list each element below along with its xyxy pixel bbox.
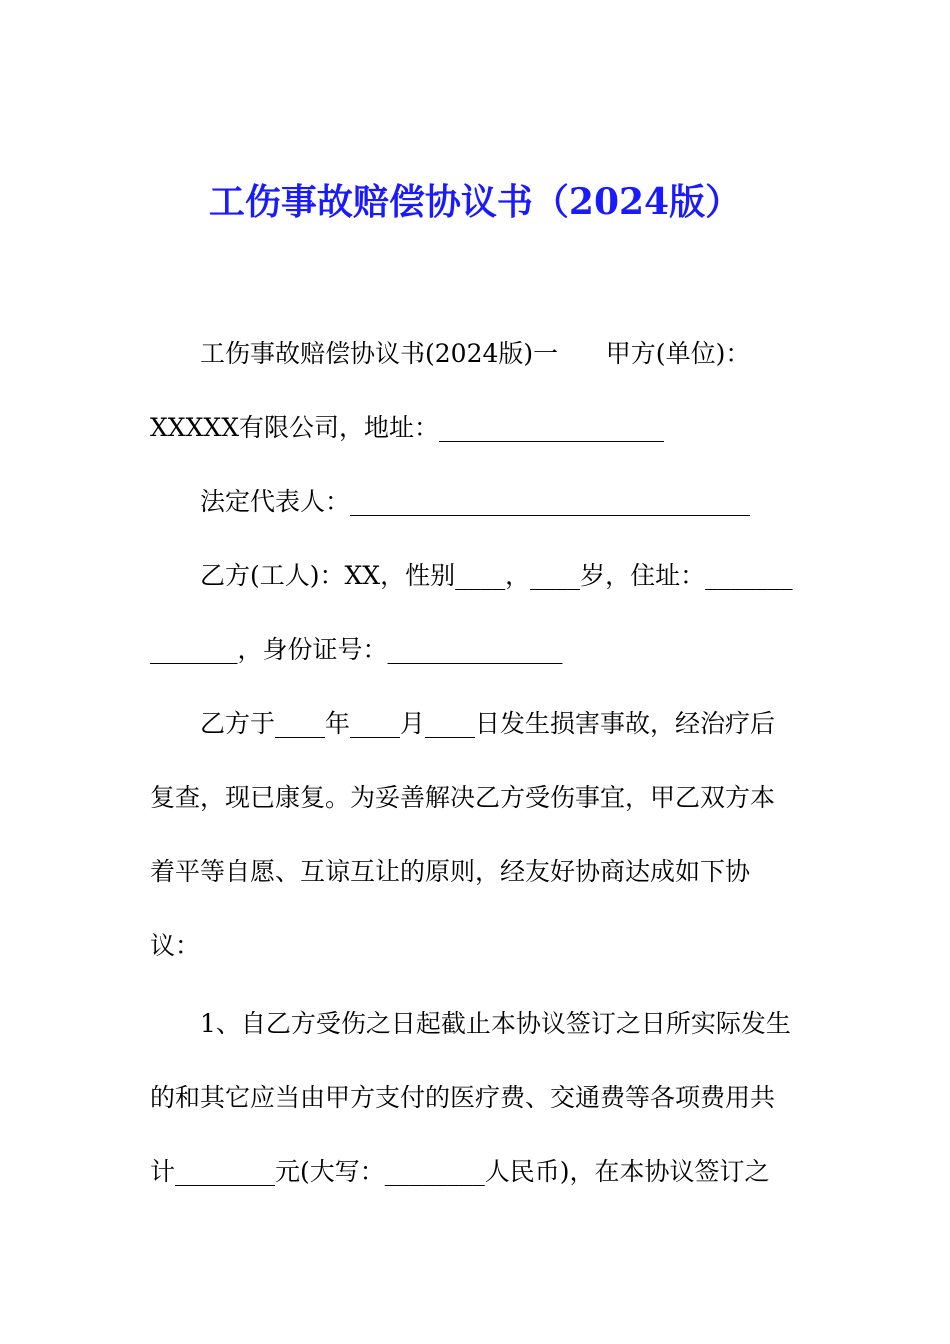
paragraph-line: 议： <box>150 931 201 960</box>
document-title: 工伤事故赔偿协议书（2024版） <box>208 181 742 223</box>
paragraph-line: 计________元(大写：________人民币)，在本协议签订之 <box>150 1157 770 1186</box>
paragraph-line: 复查，现已康复。为妥善解决乙方受伤事宜，甲乙双方本 <box>150 783 776 812</box>
paragraph-line: 的和其它应当由甲方支付的医疗费、交通费等各项费用共 <box>150 1083 776 1112</box>
paragraph-line: 乙方于____年____月____日发生损害事故，经治疗后 <box>200 709 776 738</box>
paragraph-line: 着平等自愿、互谅互让的原则，经友好协商达成如下协 <box>150 857 751 886</box>
paragraph-line: 乙方(工人)：XX，性别____，____岁，住址：_______ <box>200 561 793 590</box>
paragraph-line: XXXXX有限公司，地址：__________________ <box>150 413 664 442</box>
paragraph-line: _______，身份证号：______________ <box>150 635 563 664</box>
paragraph-line: 工伤事故赔偿协议书(2024版)一 甲方(单位)： <box>200 339 751 368</box>
paragraph-line: 法定代表人：________________________________ <box>200 487 751 516</box>
paragraph-line: 1、自乙方受伤之日起截止本协议签订之日所实际发生 <box>200 1009 791 1038</box>
